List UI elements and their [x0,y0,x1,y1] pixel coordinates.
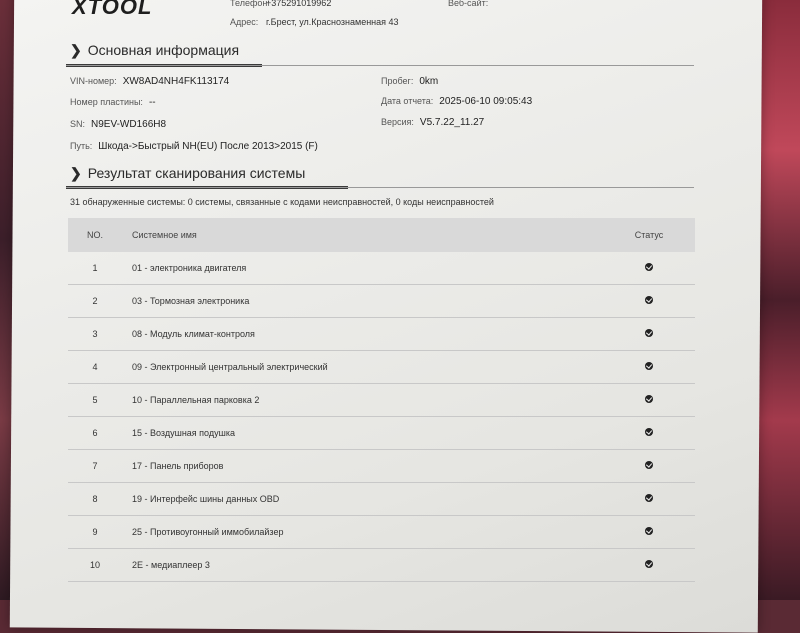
xtool-logo: XTOOL [72,0,153,19]
table-header-row [68,218,695,252]
row-number: 6 [68,417,122,450]
row-number: 9 [68,516,122,549]
column-header-status: Статус [603,218,695,252]
table-row [68,318,695,351]
status-ok-icon [645,527,653,535]
row-number: 5 [68,384,122,417]
basic-info-heading [70,42,239,59]
sn-label: SN: [70,119,86,129]
version-label: Версия: [381,117,414,127]
table-row [68,549,695,582]
status-cell [603,549,695,582]
address-value: г.Брест, ул.Краснознаменная 43 [266,17,399,27]
status-ok-icon [645,494,653,502]
scan-results-body [68,252,695,582]
status-ok-icon [645,461,653,469]
path-label: Путь: [70,141,93,151]
row-number: 4 [68,351,122,384]
table-row [68,483,695,516]
report-date-label: Дата отчета: [381,96,434,106]
system-name: 09 - Электронный центральный электрический [122,351,603,384]
row-number: 7 [68,450,122,483]
system-name: 25 - Противоугонный иммобилайзер [122,516,603,549]
status-ok-icon [645,362,653,370]
vin-field [70,76,229,87]
version-field [381,117,484,128]
basic-info-title: Основная информация [87,42,240,58]
system-name: 19 - Интерфейс шины данных OBD [122,483,603,516]
scan-result-divider [66,187,694,188]
scan-summary: 31 обнаруженные системы: 0 системы, связанные с кодами неисправностей, 0 коды неисправностей [70,197,494,207]
status-ok-icon [645,263,653,271]
status-cell [603,417,695,450]
phone-label: Телефон: [230,0,270,8]
status-ok-icon [645,560,653,568]
table-row [68,450,695,483]
system-name: 03 - Тормозная электроника [122,285,603,318]
table-row [68,285,695,318]
path-field [70,141,318,152]
column-header-name: Системное имя [122,218,603,252]
table-row [68,252,695,285]
sn-value: N9EV-WD166H8 [91,119,167,130]
scan-result-heading [70,165,305,182]
status-ok-icon [645,296,653,304]
vin-label: VIN-номер: [70,76,117,86]
status-ok-icon [645,395,653,403]
scan-results-table [68,218,695,582]
status-cell [603,351,695,384]
column-header-no: NO. [68,218,122,252]
scan-result-title: Результат сканирования системы [87,165,306,181]
report-date-value: 2025-06-10 09:05:43 [439,96,533,107]
status-ok-icon [645,329,653,337]
status-cell [603,450,695,483]
version-value: V5.7.22_11.27 [419,117,485,128]
row-number: 3 [68,318,122,351]
status-cell [603,516,695,549]
row-number: 1 [68,252,122,285]
plate-value: -- [148,97,156,108]
phone-value: +375291019962 [266,0,332,8]
system-name: 2E - медиаплеер 3 [122,549,603,582]
system-name: 01 - электроника двигателя [122,252,603,285]
status-cell [603,384,695,417]
system-name: 10 - Параллельная парковка 2 [122,384,603,417]
website-label: Веб-сайт: [448,0,489,8]
basic-info-divider [66,65,694,66]
table-row [68,417,695,450]
status-cell [603,252,695,285]
status-ok-icon [645,428,653,436]
row-number: 2 [68,285,122,318]
chevron-right-icon: ❯ [70,42,82,58]
chevron-right-icon: ❯ [70,165,82,181]
mileage-field [381,76,438,87]
plate-label: Номер пластины: [70,97,143,107]
system-name: 17 - Панель приборов [122,450,603,483]
mileage-label: Пробег: [381,76,414,86]
system-name: 15 - Воздушная подушка [122,417,603,450]
vin-value: XW8AD4NH4FK113174 [122,76,230,87]
table-row [68,384,695,417]
status-cell [603,285,695,318]
path-value: Шкода->Быстрый NH(EU) После 2013>2015 (F) [98,141,318,152]
sn-field [70,119,166,130]
plate-field [70,97,156,108]
table-row [68,351,695,384]
address-label: Адрес: [230,17,259,27]
row-number: 10 [68,549,122,582]
system-name: 08 - Модуль климат-контроля [122,318,603,351]
status-cell [603,483,695,516]
status-cell [603,318,695,351]
table-row [68,516,695,549]
row-number: 8 [68,483,122,516]
report-date-field [381,96,532,107]
mileage-value: 0km [419,76,439,87]
